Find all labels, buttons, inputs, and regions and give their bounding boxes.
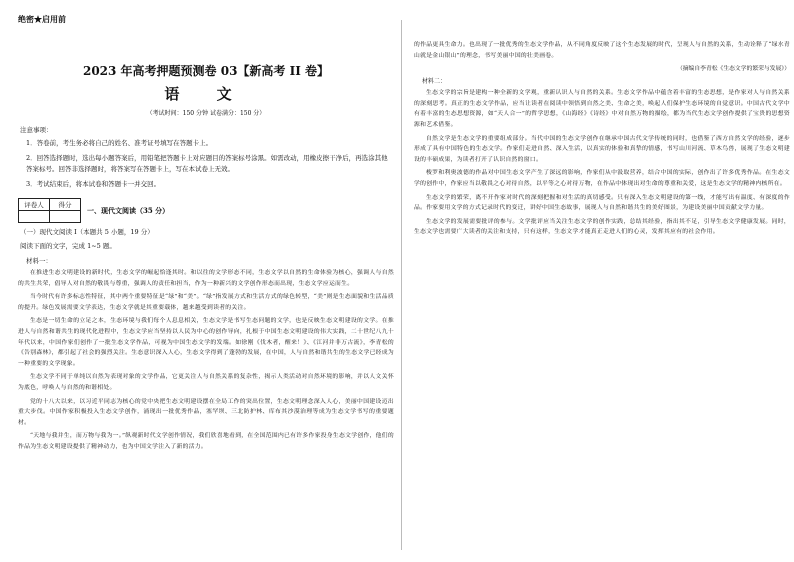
- score-grader-cell[interactable]: [19, 211, 50, 223]
- note-item: 2．回答选择题时，选出每小题答案后，用铅笔把答题卡上对应题目的答案标号涂黑。如需改动，用橡皮擦干净后，再选涂其他答案标号。回答非选择题时，将答案写在答题卡上，写在本试卷上无效。: [26, 154, 388, 173]
- score-table: [18, 198, 81, 223]
- score-grader-label: 评卷人: [19, 199, 50, 211]
- left-paragraph: 当今时代有许多标志性特征，其中两个重要特征是“绿”和“美”。“绿”指发展方式和生活方式的绿色转型，“美”则是生态面貌和生活品质的提升。绿色发展需要文学表达，生态文学就是其重要载体，越来越受到读者的关注。: [18, 294, 394, 311]
- left-paragraph: 党的十八大以来，以习近平同志为核心的党中央把生态文明建设摆在全局工作的突出位置，生态文明理念深入人心，美丽中国建设迈出重大步伐。中国作家积极投入生态文学创作，涌现出一批优秀作品，塞罕坝、三北防护林、库布其沙漠治理等成为生态文学书写的重要题材。: [18, 398, 394, 426]
- exam-info: （考试时间：150 分钟 试卷满分：150 分）: [146, 110, 266, 117]
- material-1-label: 材料一：: [26, 257, 52, 265]
- score-points-label: 得分: [50, 199, 81, 211]
- material-2-label: 材料二：: [422, 78, 447, 86]
- note-item: 3．考试结束后，将本试卷和答题卡一并交回。: [26, 180, 161, 188]
- right-paragraph: 生态文学的繁荣，离不开作家对时代的深刻把握和对生活的真切感受。只有深入生态文明建设的第一线，才能写出有温度、有深度的作品。作家要用文学的方式记录时代的变迁，讲好中国生态故事，展现人与自然和谐共生的美好图景，为建设美丽中国贡献文学力量。: [414, 194, 790, 212]
- subject-title: 语 文: [164, 85, 248, 103]
- exam-title: 2023 年高考押题预测卷 03【新高考 II 卷】: [82, 64, 330, 78]
- right-paragraph: 生态文学的发展需要批评的参与。文学批评应当关注生态文学的创作实践，总结其经验，指出其不足，引导生态文学健康发展。同时，生态文学也需要广大读者的关注和支持，只有这样，生态文学才能真正走进人们的心灵，发挥其应有的社会作用。: [414, 218, 790, 236]
- left-column: [18, 0, 394, 453]
- section-title: 一、现代文阅读（35 分）: [87, 205, 170, 215]
- column-divider: [401, 20, 402, 550]
- left-paragraph: 生态是一切生命的立足之本，生态环境与我们每个人息息相关，生态文学是书写生态问题的文学，也是反映生态文明建设的文学。在推进人与自然和谐共生的现代化进程中，生态文学应当坚持以人民为中心的创作导向，扎根于中国生态文明建设的伟大实践，二十世纪八九十年代以来，中国作家们创作了一批生态文学作品，可视为中国生态文学的发端。如徐刚《伐木者，醒来！》、《江河并非万古流》，李青松的《告别森林》，都引起了社会的强烈关注。生态意识深入人心，生态文学得到了蓬勃的发展，在中国，人与自然和谐共生的生态文学已经成为一种重要的文学现象。: [18, 318, 394, 367]
- secret-label: 绝密★启用前: [18, 14, 66, 24]
- reading-instruction: 阅读下面的文字，完成 1~5 题。: [20, 242, 116, 250]
- left-paragraph: 生态文学不同于单纯以自然为表现对象的文学作品，它更关注人与自然关系的复杂性，揭示人类活动对自然环境的影响，并以人文关怀为底色，呼唤人与自然的和谐相处。: [18, 374, 394, 391]
- left-paragraph: 在推进生态文明建设的新时代，生态文学的崛起恰逢其时。和以往的文学形态不同，生态文学以自然的生命体验为核心，强调人与自然的共生共荣，倡导人对自然的敬畏与尊重，强调人的责任和担当，作为一种新兴的文学创作形态而出现，生态文学应运而生。: [18, 270, 394, 287]
- score-section: [18, 198, 394, 223]
- right-paragraph: 生态文学的宗旨是建构一种全新的文学观，重新认识人与自然的关系。生态文学作品中蕴含着丰富的生态思想，是作家对人与自然关系的深刻思考。真正的生态文学作品，应当让读者在阅读中领悟到自然之美、生命之美，唤起人们保护生态环境的自觉意识。中国古代文学中有着丰富的生态思想资源，如“天人合一”的哲学思想，《山海经》《诗经》中对自然万物的描绘，都为当代生态文学创作提供了宝贵的思想资源和艺术借鉴。: [414, 90, 790, 128]
- note-item: 1．答卷前，考生务必将自己的姓名、准考证号填写在答题卡上。: [26, 139, 213, 147]
- right-paragraph: 自然文学是生态文学的重要组成部分。当代中国的生态文学创作在继承中国古代文学传统的同时，也借鉴了西方自然文学的经验，逐步形成了具有中国特色的生态文学。作家们走进自然、深入生活，以真实的体验和真挚的情感，书写山川河流、草木鸟兽，展现了生态文明建设的丰硕成果，为读者打开了认识自然的窗口。: [414, 135, 790, 163]
- right-paragraph: 梭罗和利奥波德的作品对中国生态文学产生了深远的影响，作家们从中汲取营养，结合中国的实际，创作出了许多优秀作品。在生态文学的创作中，作家应当以敬畏之心对待自然，以平等之心对待万物，在作品中体现出对生命的尊重和关爱，这是生态文学的精神内核所在。: [414, 170, 790, 187]
- right-paragraph: 的作品更具生命力。也出现了一批优秀的生态文学作品，从不同角度反映了这个生态发展的时代，呈现人与自然的关系，生动诠释了“绿水青山就是金山银山”的理念，书写美丽中国的壮美画卷。: [414, 42, 790, 59]
- subsection-heading: （一）现代文阅读 I（本题共 5 小题，19 分）: [20, 228, 154, 236]
- citation: （摘编自李青松《生态文学的繁荣与发展》）: [676, 66, 790, 73]
- left-paragraph: “天地与我并生，而万物与我为一。”纵观新时代文学创作情况，我们欣喜地看到，在全国范围内已有许多作家投身生态文学创作，他们的作品为生态文明建设提供了精神动力，也为中国文学注入了新的活力。: [18, 433, 394, 450]
- right-column: [414, 0, 790, 238]
- notes-heading: 注意事项：: [20, 126, 53, 134]
- score-points-cell[interactable]: [50, 211, 81, 223]
